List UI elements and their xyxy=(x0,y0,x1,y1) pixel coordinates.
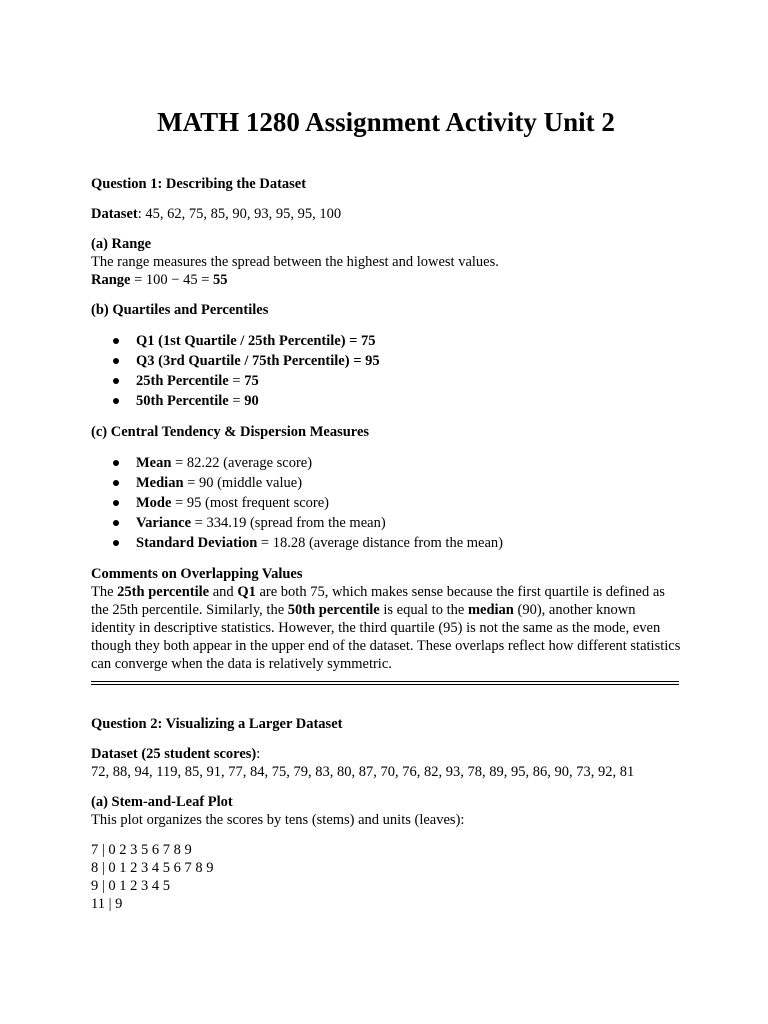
q2-dataset-label: Dataset (25 student scores) xyxy=(91,746,257,762)
measure-label: Standard Deviation xyxy=(136,535,258,551)
measure-text: = 95 (most frequent score) xyxy=(171,495,329,511)
q1-dataset xyxy=(91,205,681,223)
quartile-label: Q3 (3rd Quartile / 75th Percentile) xyxy=(136,353,350,369)
range-formula xyxy=(91,271,681,289)
range-description: The range measures the spread between the highest and lowest values. xyxy=(91,254,499,270)
range-heading: (a) Range xyxy=(91,236,152,252)
stem-leaf-plot xyxy=(91,841,681,913)
quartile-value: 75 xyxy=(244,373,259,389)
measure-label: Mode xyxy=(136,495,172,511)
quartile-eq: = xyxy=(228,373,245,389)
quartile-label: 25th Percentile xyxy=(136,373,229,389)
comment-bold: median xyxy=(467,602,514,618)
quartile-eq: = xyxy=(349,353,366,369)
q2-dataset-values: 72, 88, 94, 119, 85, 91, 77, 84, 75, 79, 83, 80, 87, 70, 76, 82, 93, 78, 89, 95, 86, 90, 73, 92, 81 xyxy=(91,764,635,780)
q2-heading: Question 2: Visualizing a Larger Dataset xyxy=(91,716,343,732)
quartile-eq: = xyxy=(228,393,245,409)
stem-leaf-row: 8 | 0 1 2 3 4 5 6 7 8 9 xyxy=(91,860,214,876)
range-result: 55 xyxy=(213,272,228,288)
quartile-value: 90 xyxy=(244,393,259,409)
q2-dataset-colon: : xyxy=(256,746,261,762)
comment-text: The xyxy=(91,584,118,600)
list-item xyxy=(91,473,681,493)
stem-leaf-description: This plot organizes the scores by tens (stems) and units (leaves): xyxy=(91,812,465,828)
document-body xyxy=(91,105,681,913)
stem-leaf-row: 11 | 9 xyxy=(91,896,123,912)
q1-dataset-label: Dataset xyxy=(91,206,138,222)
measure-label: Median xyxy=(136,475,184,491)
stem-leaf-row: 7 | 0 2 3 5 6 7 8 9 xyxy=(91,842,192,858)
list-item xyxy=(91,331,681,351)
list-item xyxy=(91,453,681,473)
measure-label: Mean xyxy=(136,455,172,471)
quartile-label: Q1 (1st Quartile / 25th Percentile) xyxy=(136,333,346,349)
quartile-eq: = xyxy=(345,333,362,349)
page-title: MATH 1280 Assignment Activity Unit 2 xyxy=(157,107,615,137)
quartile-value: 95 xyxy=(365,353,380,369)
measure-text: = 90 (middle value) xyxy=(183,475,303,491)
comments-heading: Comments on Overlapping Values xyxy=(91,566,303,582)
list-item xyxy=(91,493,681,513)
stem-leaf-heading: (a) Stem-and-Leaf Plot xyxy=(91,794,233,810)
quartile-label: 50th Percentile xyxy=(136,393,229,409)
measure-text: = 18.28 (average distance from the mean) xyxy=(257,535,503,551)
measure-text: = 334.19 (spread from the mean) xyxy=(191,515,386,531)
stem-leaf-row: 9 | 0 1 2 3 4 5 xyxy=(91,878,171,894)
list-item xyxy=(91,533,681,553)
quartile-value: 75 xyxy=(361,333,376,349)
comment-bold: 50th percentile xyxy=(287,602,380,618)
list-item xyxy=(91,391,681,411)
q1-heading: Question 1: Describing the Dataset xyxy=(91,176,307,192)
list-item xyxy=(91,351,681,371)
comment-text: is equal to the xyxy=(379,602,468,618)
list-item xyxy=(91,371,681,391)
measure-text: = 82.22 (average score) xyxy=(171,455,313,471)
comment-text: and xyxy=(209,584,238,600)
comment-text: (90), another known identity in descriptive statistics. However, the third quartile (95) is not the same as the mode, even though they both appear in the upper end of the dataset. These overlaps reflect how different statistics can converge when the data is relatively symmetric. xyxy=(91,602,681,672)
comment-bold: 25th percentile xyxy=(117,584,210,600)
range-label: Range xyxy=(91,272,131,288)
quartiles-list xyxy=(91,331,681,411)
comments-paragraph xyxy=(91,583,681,673)
comment-bold: Q1 xyxy=(237,584,256,600)
range-expression: = 100 − 45 = xyxy=(130,272,214,288)
q1-dataset-values: : 45, 62, 75, 85, 90, 93, 95, 95, 100 xyxy=(137,206,342,222)
central-heading: (c) Central Tendency & Dispersion Measures xyxy=(91,424,370,440)
comment-text: are both 75, which makes sense because the first quartile is defined as the 25th percentile. Similarly, the xyxy=(91,584,665,618)
q2-dataset xyxy=(91,745,681,763)
measure-label: Variance xyxy=(136,515,192,531)
quartiles-heading: (b) Quartiles and Percentiles xyxy=(91,302,269,318)
list-item xyxy=(91,513,681,533)
central-list xyxy=(91,453,681,553)
